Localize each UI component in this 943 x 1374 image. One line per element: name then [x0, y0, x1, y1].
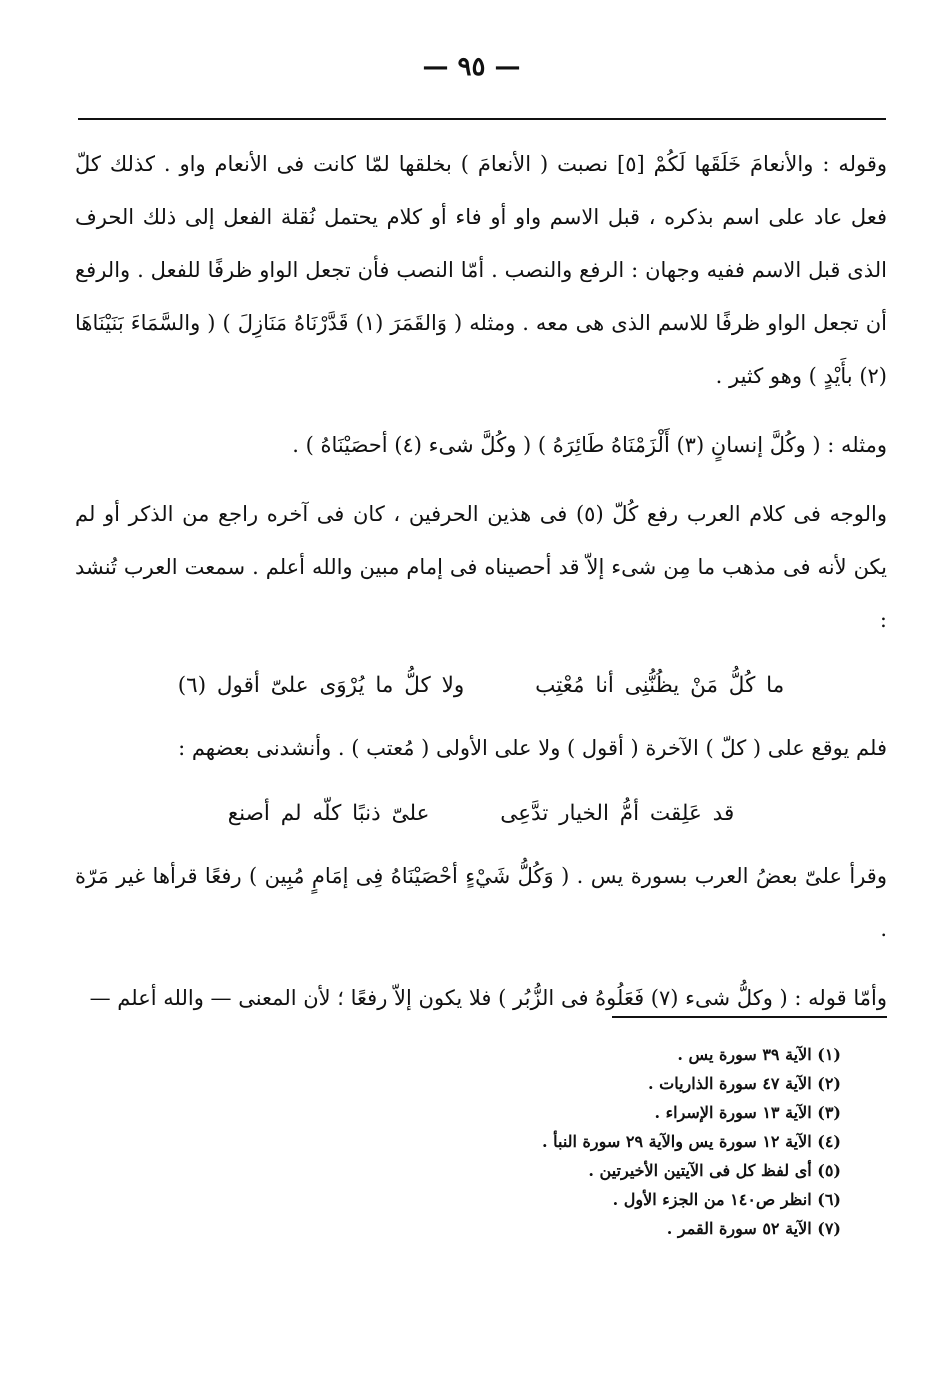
verse-hemistich: ما كُلُّ مَنْ يظُنُّنِى أنا مُعْتِب — [535, 673, 785, 698]
footnote: (٦) انظر ص١٤٠ من الجزء الأول . — [612, 1190, 841, 1209]
poetry-verse — [75, 659, 887, 712]
verse-hemistich: قد عَلِقت أمُّ الخيار تدَّعِى — [500, 801, 735, 826]
body-paragraph: وقوله : والأنعامَ خَلَقَها لَكُمْ [٥] نصبت ( الأنعامَ ) بخلقها لمّا كانت فى الأنعام واو . كذلك كلّ فعل عاد على اسم بذكره ، قبل الاسم واو أو فاء أو كلام يحتمل نُقلة الفعل إلى ذلك الحرف الذى قبل الاسم ففيه وجهان : الرفع والنصب . أمّا النصب فأن تجعل الواو ظرفًا للفعل . والرفع أن تجعل الواو ظرفًا للاسم الذى هى معه . ومثله ( وَالقَمَرَ (١) قَدَّرْنَاهُ مَنَازِلَ ) ( والسَّمَاءَ بَنَيْنَاهَا (٢) بأَيْدٍ ) وهو كثير . — [75, 152, 887, 388]
footnote: (٧) الآية ٥٢ سورة القمر . — [666, 1219, 841, 1238]
body-paragraph: ومثله : ( وكُلَّ إنسانٍ (٣) أَلْزَمْنَاهُ طَائِرَهُ ) ( وكُلَّ شىء (٤) أحصَيْنَاهُ ) . — [292, 433, 887, 457]
footnote: (٣) الآية ١٣ سورة الإسراء . — [654, 1103, 841, 1122]
page-number: — ٩٥ — — [422, 52, 521, 82]
footnote: (٢) الآية ٤٧ سورة الذاريات . — [647, 1074, 841, 1093]
footnote: (١) الآية ٣٩ سورة يس . — [677, 1045, 841, 1064]
header-divider — [78, 118, 886, 120]
body-paragraph: وأمّا قوله : ( وكلُّ شىء (٧) فَعَلُوهُ فى الزُّبُر ) فلا يكون إلاّ رفعًا ؛ لأن المعنى — والله أعلم — — [89, 986, 887, 1010]
footnote-divider — [612, 1016, 887, 1018]
footnote: (٥) أى لفظ كل فى الآيتين الأخيرتين . — [588, 1161, 841, 1180]
body-paragraph: فلم يوقع على ( كلّ ) الآخرة ( أقول ) ولا على الأولى ( مُعتب ) . وأنشدنى بعضهم : — [178, 736, 887, 760]
verse-hemistich: علىّ ذنبًا كلّه لم أصنع — [227, 801, 430, 826]
footnotes-list — [241, 1040, 841, 1243]
body-paragraph: والوجه فى كلام العرب رفع كُلّ (٥) فى هذين الحرفين ، كان فى آخره راجع من الذكر أو لم يكن لأنه فى مذهب ما مِن شىء إلاّ قد أحصيناه فى إمام مبين والله أعلم . سمعت العرب تُنشد : — [75, 502, 887, 632]
verse-hemistich: ولا كلُّ ما يُرْوَى علىّ أقول (٦) — [177, 673, 465, 698]
main-text-body — [75, 138, 887, 1025]
footnote: (٤) الآية ١٢ سورة يس والآية ٢٩ سورة النبأ . — [541, 1132, 841, 1151]
poetry-verse — [75, 787, 887, 840]
body-paragraph: وقرأ علىّ بعضُ العرب بسورة يس . ( وَكُلُّ شَيْءٍ أحْصَيْنَاهُ فِى إمَامٍ مُبِين ) رفعًا قرأها غير مَرّة . — [75, 864, 887, 941]
